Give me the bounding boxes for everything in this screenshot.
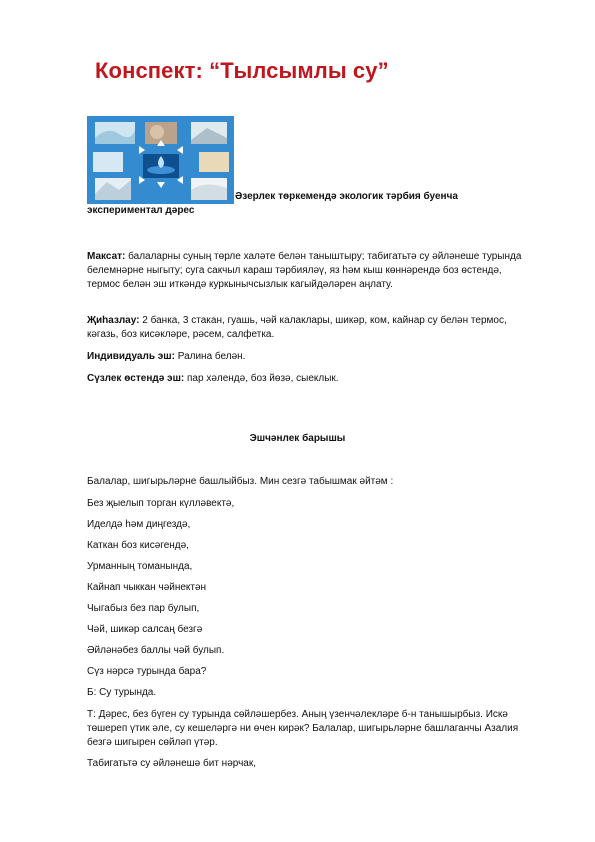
- text-line: Балалар, шигырьләрне башлыйбыз. Мин сезгә табышмак әйтәм :: [87, 476, 394, 487]
- vocab-label: Сүзлек өстендә эш:: [87, 373, 185, 384]
- lesson-subject: [87, 190, 527, 218]
- vocabulary-paragraph: [87, 372, 527, 386]
- poem-line: Без җыелып торган күлләвектә,: [87, 498, 235, 509]
- subject-line-2: экспериментал дәрес: [87, 205, 195, 216]
- poem-line: Иделдә һәм диңгездә,: [87, 519, 191, 530]
- goal-label: Максат:: [87, 251, 126, 262]
- poem-line: Кайнап чыккан чәйнектән: [87, 582, 207, 593]
- equipment-label: Җиһазлау:: [87, 315, 140, 326]
- answer-line: Б: Су турында.: [87, 687, 157, 698]
- goal-paragraph: [87, 250, 527, 292]
- poem-line: Чәй, шикәр салсаң безгә: [87, 624, 203, 635]
- teacher-paragraph: Т: Дәрес, без бүген су турында сөйләшербез. Аның үзенчәлекләре б-н танышырбыз. Искә төшереп үтик әле, су кешеләргә ни өчен кирәк? Балалар, шигырьләрне башлаганчы Азалия безгә шигырен сөйләп үтәр.: [87, 709, 519, 748]
- poem-line: Каткан боз кисәгендә,: [87, 540, 189, 551]
- poem-line: Әйләнәбез баллы чәй булып.: [87, 645, 225, 656]
- question-line: Сүз нәрсә турында бара?: [87, 666, 207, 677]
- poem-line: Чыгабыз без пар булып,: [87, 603, 200, 614]
- poem-line: Урманның томанында,: [87, 561, 193, 572]
- page-title: Конспект: “Тылсымлы су”: [95, 58, 389, 83]
- text-line: Табигатьтә су әйләнешә бит нәрчак,: [87, 758, 257, 769]
- vocab-text: пар хәлендә, боз йөзә, сыеклык.: [184, 373, 339, 384]
- individual-label: Индивидуаль эш:: [87, 351, 175, 362]
- equipment-paragraph: [87, 314, 527, 342]
- subject-line-1: Әзерлек төркемендә экологик тәрбия буенча: [235, 191, 458, 202]
- individual-work-paragraph: [87, 350, 527, 364]
- individual-text: Ралина белән.: [174, 351, 246, 362]
- goal-text: балаларны суның төрле халәте белән таныштыру; табигатьтә су әйләнеше турында белемнәрне ныгыту; суга сакчыл караш тәрбияләү, яз һәм кыш көннәрендә боз өстендә, термос белән эш иткәндә куркынычсызлык кагыйдәләрен аңлату.: [87, 251, 522, 290]
- section-heading: Эшчәнлек барышы: [249, 433, 346, 444]
- equipment-text: 2 банка, 3 стакан, гуашь, чәй калаклары, шикәр, ком, кайнар су белән термос, кәгазь, боз кисәкләре, рәсем, салфетка.: [87, 315, 507, 340]
